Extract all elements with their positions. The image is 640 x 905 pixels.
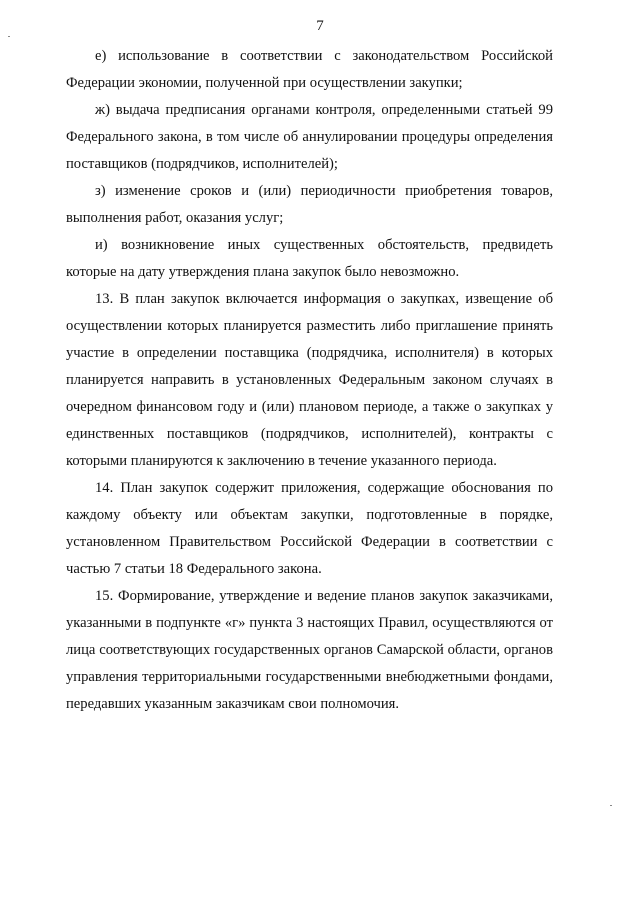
paragraph-item-e: е) использование в соответствии с законодательством Российской Федерации экономии, полученной при осуществлении закупки; bbox=[66, 48, 553, 91]
paragraph-item-z: з) изменение сроков и (или) периодичности приобретения товаров, выполнения работ, оказания услуг; bbox=[66, 183, 553, 226]
paragraph-item-i: и) возникновение иных существенных обстоятельств, предвидеть которые на дату утверждения плана закупок было невозможно. bbox=[66, 237, 553, 280]
paragraph-clause-14: 14. План закупок содержит приложения, содержащие обоснования по каждому объекту или объектам закупки, подготовленные в порядке, установленном Правительством Российской Федерации в соответствии с частью 7 статьи 18 Федерального закона. bbox=[66, 480, 553, 577]
scan-speck bbox=[8, 36, 10, 37]
paragraph-clause-13: 13. В план закупок включается информация о закупках, извещение об осуществлении которых планируется разместить либо приглашение принять участие в определении поставщика (подрядчика, исполнителя) в которых планируется направить в установленных Федеральным законом случаях в очередном финансовом году и (или) плановом периоде, а также о закупках у единственных поставщиков (подрядчиков, исполнителей), контракты с которыми планируются к заключению в течение указанного периода. bbox=[66, 291, 553, 469]
paragraph-clause-15: 15. Формирование, утверждение и ведение планов закупок заказчиками, указанными в подпункте «г» пункта 3 настоящих Правил, осуществляются от лица соответствующих государственных органов Самарской области, органов управления территориальными государственными внебюджетными фондами, передавших указанным заказчикам свои полномочия. bbox=[66, 588, 553, 712]
page-number: 7 bbox=[316, 18, 324, 34]
document-body bbox=[66, 43, 553, 718]
scan-speck bbox=[610, 805, 612, 806]
paragraph-item-zh: ж) выдача предписания органами контроля, определенными статьей 99 Федерального закона, в том числе об аннулировании процедуры определения поставщиков (подрядчиков, исполнителей); bbox=[66, 102, 553, 172]
